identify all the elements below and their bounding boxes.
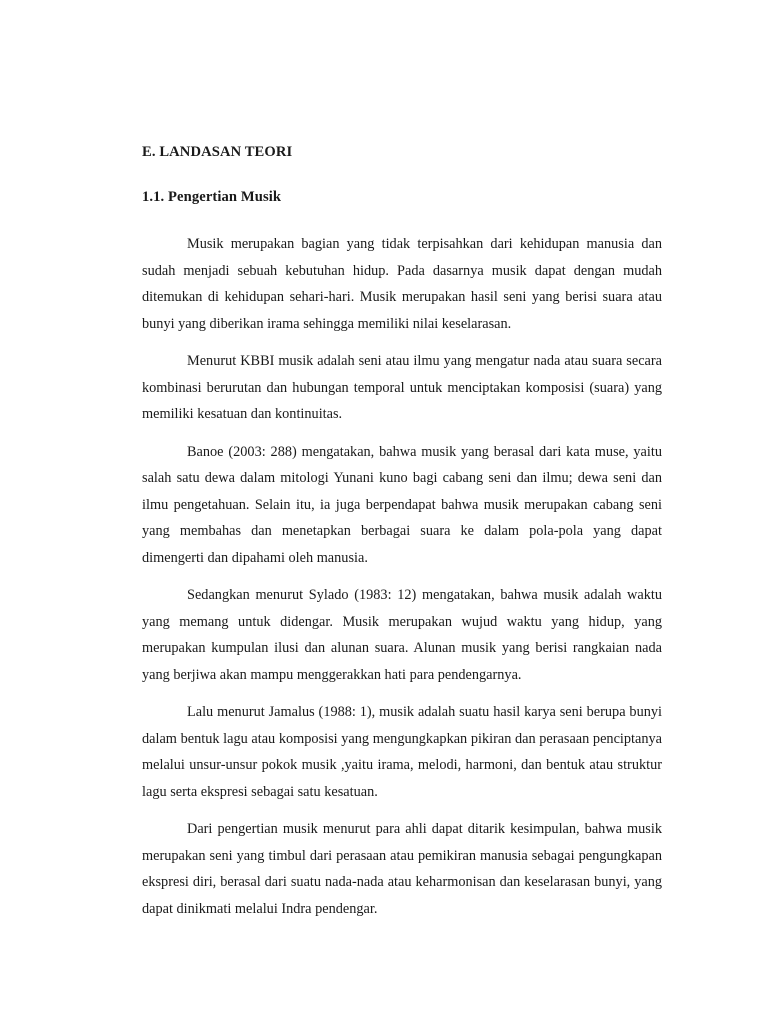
subsection-heading: 1.1. Pengertian Musik <box>142 188 282 205</box>
paragraph-sylado: Sedangkan menurut Sylado (1983: 12) mengatakan, bahwa musik adalah waktu yang memang untuk didengar. Musik merupakan wujud waktu yang hidup, yang merupakan kumpulan ilusi dan alunan suara. Alunan musik yang berisi rangkaian nada yang berjiwa akan mampu menggerakkan hati para pendengarnya. <box>142 587 662 683</box>
paragraph-kbbi: Menurut KBBI musik adalah seni atau ilmu yang mengatur nada atau suara secara kombinasi berurutan dan hubungan temporal untuk menciptakan komposisi (suara) yang memiliki kesatuan dan kontinuitas. <box>142 353 662 423</box>
paragraph-jamalus: Lalu menurut Jamalus (1988: 1), musik adalah suatu hasil karya seni berupa bunyi dalam bentuk lagu atau komposisi yang mengungkapkan pikiran dan perasaan penciptanya melalui unsur-unsur pokok musik ,yaitu irama, melodi, harmoni, dan bentuk atau struktur lagu serta ekspresi sebagai satu kesatuan. <box>142 704 662 800</box>
paragraph-kesimpulan: Dari pengertian musik menurut para ahli dapat ditarik kesimpulan, bahwa musik merupakan seni yang timbul dari perasaan atau pemikiran manusia sebagai pengungkapan ekspresi diri, berasal dari suatu nada-nada atau keharmonisan dan keselarasan bunyi, yang dapat dinikmati melalui Indra pendengar. <box>142 821 662 917</box>
section-heading: E. LANDASAN TEORI <box>142 144 293 160</box>
paragraph-musik-definition: Musik merupakan bagian yang tidak terpisahkan dari kehidupan manusia dan sudah menjadi sebuah kebutuhan hidup. Pada dasarnya musik dapat dengan mudah ditemukan di kehidupan sehari-hari. Musik merupakan hasil seni yang berisi suara atau bunyi yang diberikan irama sehingga memiliki nilai keselarasan. <box>142 236 662 332</box>
paragraph-banoe: Banoe (2003: 288) mengatakan, bahwa musik yang berasal dari kata muse, yaitu salah satu dewa dalam mitologi Yunani kuno bagi cabang seni dan ilmu; dewa seni dan ilmu pengetahuan. Selain itu, ia juga berpendapat bahwa musik merupakan cabang seni yang membahas dan menetapkan berbagai suara ke dalam pola-pola yang dapat dimengerti dan dipahami oleh manusia. <box>142 443 662 566</box>
